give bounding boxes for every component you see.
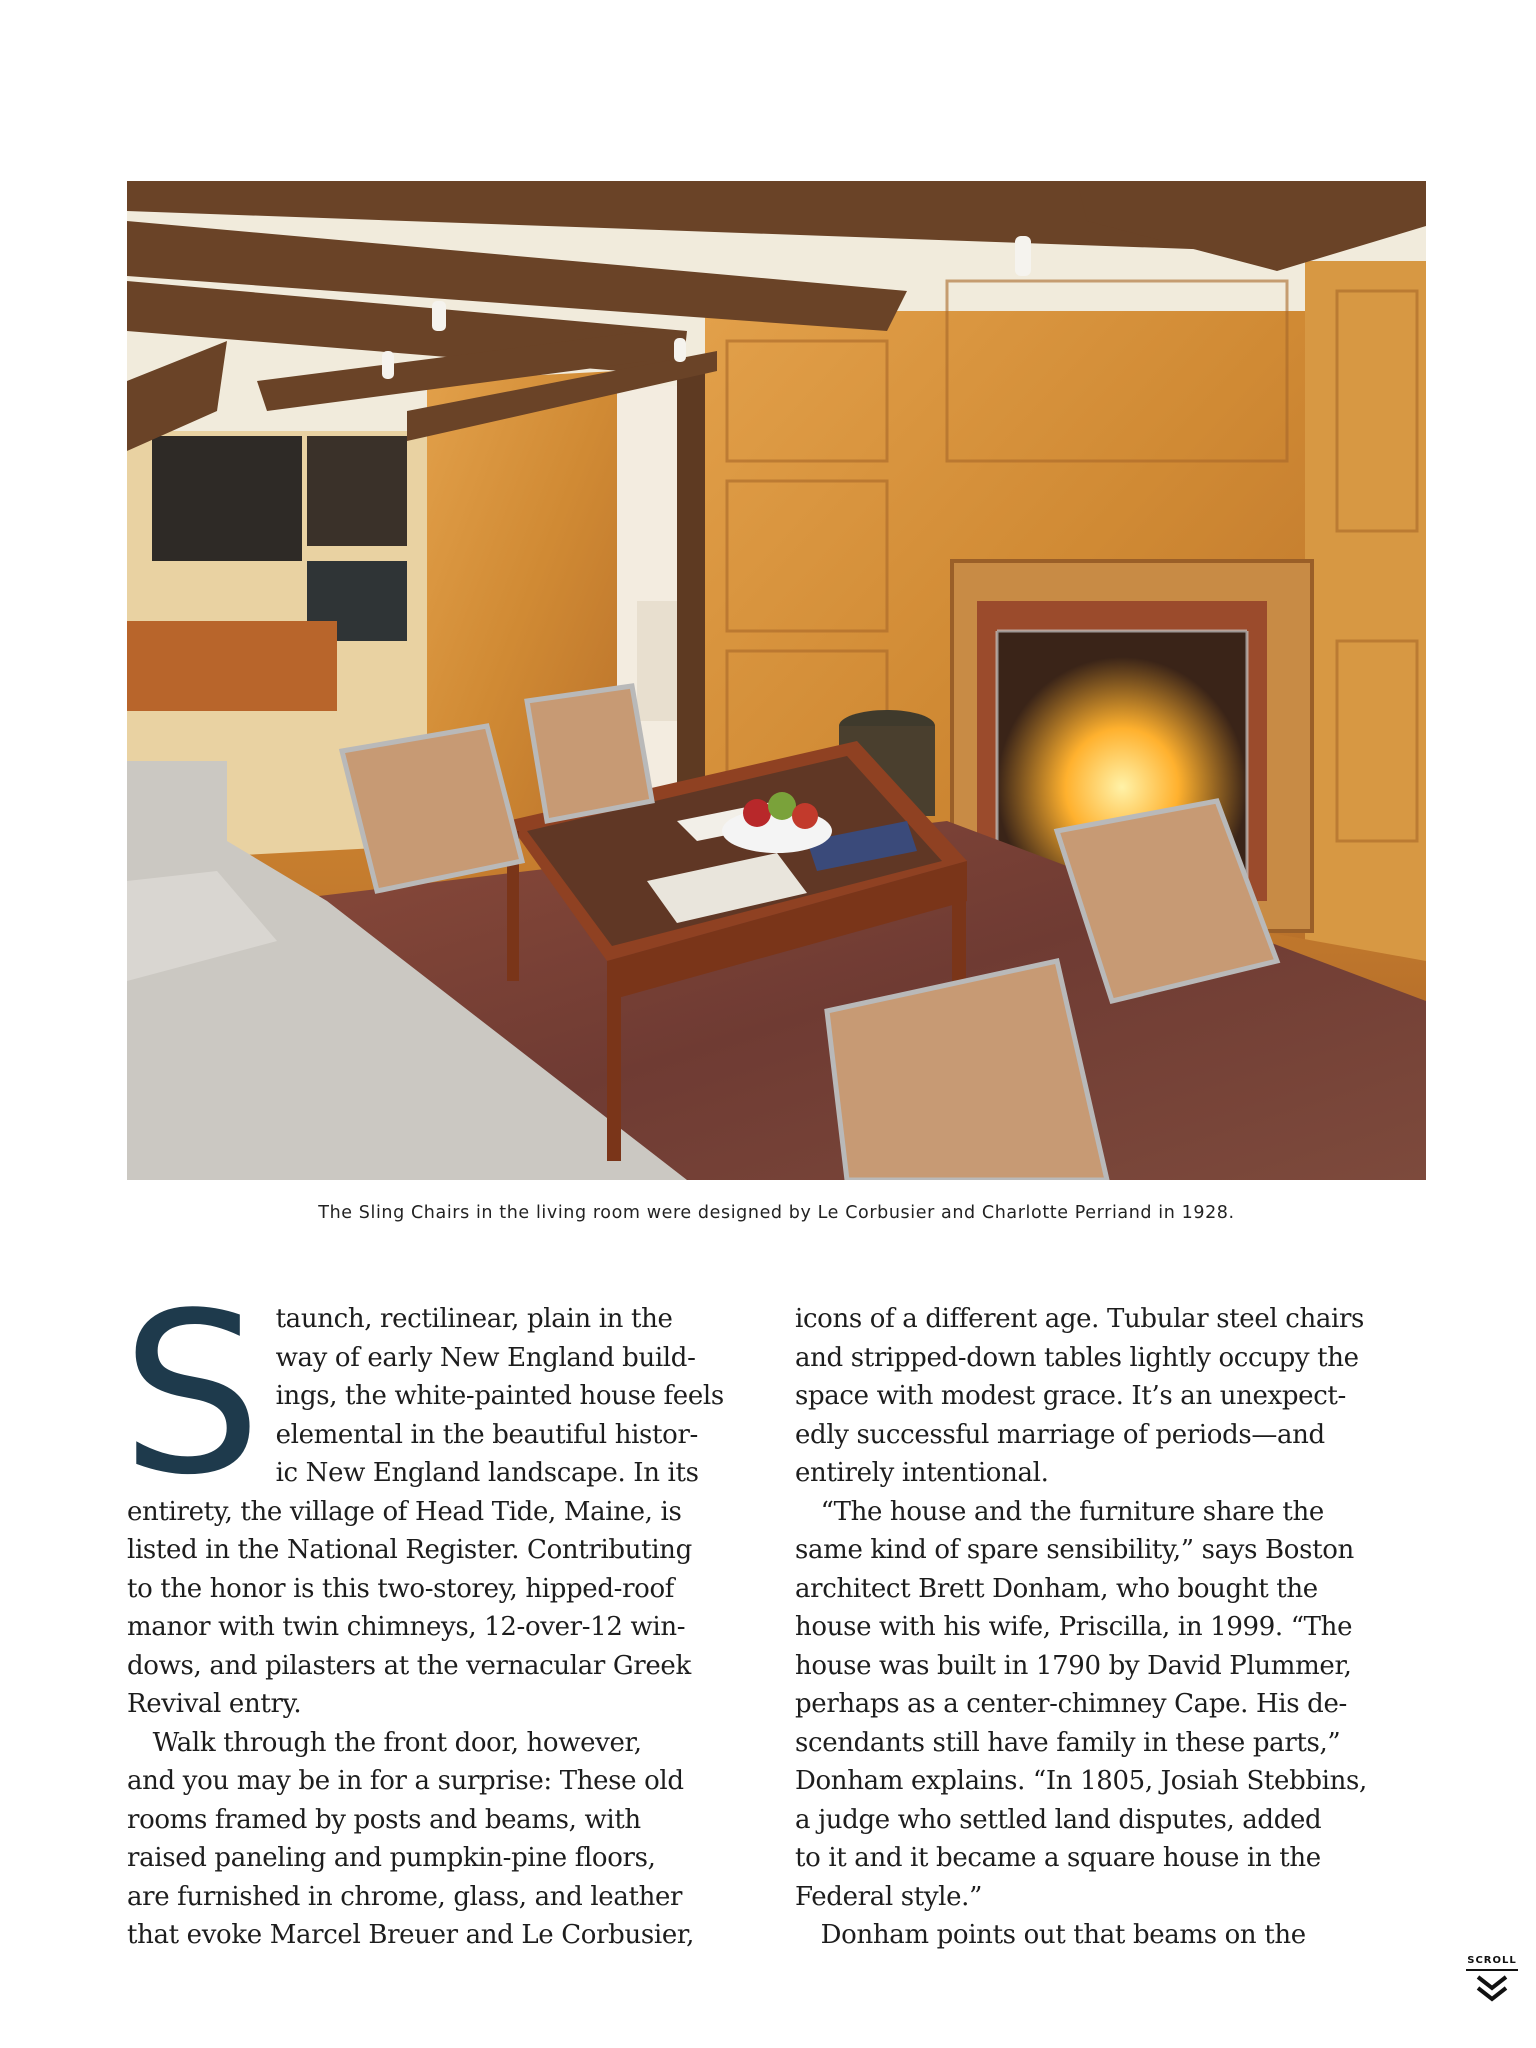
text-line: same kind of spare sensibility,” says Boston xyxy=(795,1535,1354,1565)
text-line: taunch, rectilinear, plain in the xyxy=(275,1304,673,1334)
text-line: architect Brett Donham, who bought the xyxy=(795,1573,1318,1604)
article-column-left xyxy=(121,1266,747,1955)
text-line: a judge who settled land disputes, added xyxy=(795,1804,1322,1835)
text-line: and you may be in for a surprise: These old xyxy=(127,1766,684,1796)
text-line: icons of a different age. Tubular steel chairs xyxy=(795,1304,1365,1334)
text-line: Donham explains. “In 1805, Josiah Stebbins, xyxy=(795,1766,1367,1796)
text-line: to it and it became a square house in the xyxy=(795,1843,1321,1873)
text-line: Federal style.” xyxy=(795,1881,983,1912)
text-line: dows, and pilasters at the vernacular Greek xyxy=(127,1650,691,1681)
drop-cap: S xyxy=(121,1266,262,1524)
living-room-photo xyxy=(127,181,1426,1180)
text-line: and stripped-down tables lightly occupy the xyxy=(795,1342,1359,1373)
text-line: Revival entry. xyxy=(127,1689,302,1719)
text-line: Donham points out that beams on the xyxy=(795,1920,1306,1950)
text-line: house with his wife, Priscilla, in 1999. “The xyxy=(795,1612,1353,1642)
text-line: that evoke Marcel Breuer and Le Corbusier, xyxy=(127,1920,694,1950)
text-line: space with modest grace. It’s an unexpect- xyxy=(795,1381,1346,1411)
text-line: Walk through the front door, however, xyxy=(127,1727,642,1758)
text-line: manor with twin chimneys, 12-over-12 win- xyxy=(127,1612,686,1642)
text-line: way of early New England build- xyxy=(275,1342,696,1373)
text-line: are furnished in chrome, glass, and leather xyxy=(127,1881,683,1912)
text-line: entirety, the village of Head Tide, Maine, is xyxy=(127,1496,682,1527)
text-line: house was built in 1790 by David Plummer, xyxy=(795,1650,1352,1681)
text-line: entirely intentional. xyxy=(795,1458,1049,1488)
text-line: to the honor is this two-storey, hipped-roof xyxy=(127,1573,675,1604)
text-line: perhaps as a center-chimney Cape. His de- xyxy=(795,1689,1347,1719)
text-line: ings, the white-painted house feels xyxy=(275,1381,724,1411)
living-room-illustration xyxy=(127,181,1426,1180)
text-line: ic New England landscape. In its xyxy=(275,1458,699,1488)
text-line: raised paneling and pumpkin-pine floors, xyxy=(127,1843,656,1873)
text-line: edly successful marriage of periods—and xyxy=(795,1419,1325,1450)
text-line: elemental in the beautiful histor- xyxy=(275,1419,698,1450)
article-column-right xyxy=(795,1300,1420,1955)
double-chevron-down-icon xyxy=(1475,1974,1509,2004)
text-line: rooms framed by posts and beams, with xyxy=(127,1804,641,1835)
text-line: scendants still have family in these parts,” xyxy=(795,1727,1341,1758)
text-line: “The house and the furniture share the xyxy=(795,1496,1324,1527)
photo-caption: The Sling Chairs in the living room were designed by Le Corbusier and Charlotte Perriand in 1928. xyxy=(318,1203,1235,1223)
scroll-indicator[interactable] xyxy=(1466,1955,1518,2004)
text-line: listed in the National Register. Contributing xyxy=(127,1535,692,1565)
scroll-label: SCROLL xyxy=(1466,1955,1518,1971)
